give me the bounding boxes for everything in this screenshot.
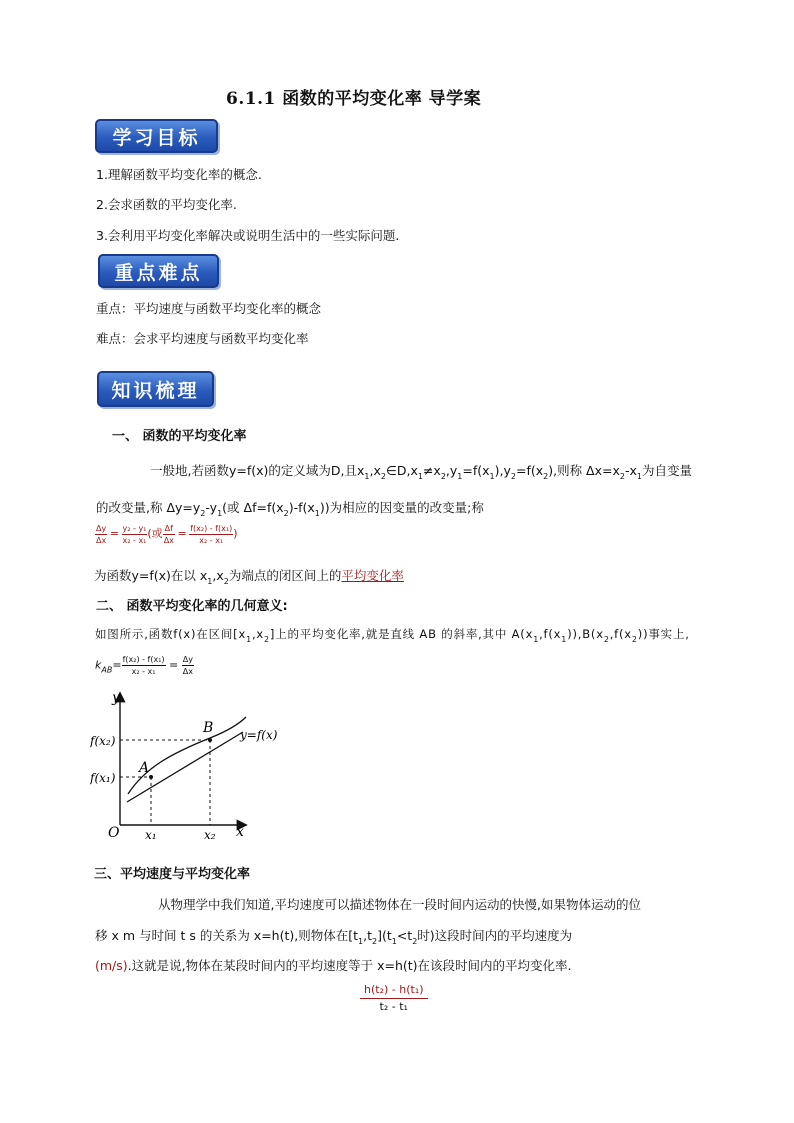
velocity-num: h(t₂) - h(t₁) — [360, 982, 428, 999]
s2-p-text: 如图所示,函数f(x)在区间[x — [95, 627, 247, 641]
frac-dx: Δx — [96, 536, 107, 545]
s1-p3-mid: 为端点的闭区间上的 — [228, 568, 342, 583]
label-fx2: f(x₂) — [90, 734, 116, 748]
label-b: B — [203, 720, 214, 736]
function-curve — [128, 717, 246, 794]
frac-den2: x₂ - x₁ — [199, 536, 224, 545]
k-sub: AB — [101, 665, 113, 675]
average-rate-link: 平均变化率 — [341, 568, 404, 583]
section-1-para-3: 为函数y=f(x)在以 $x_1,x_2$为端点的闭区间上的平均变化率 — [94, 568, 404, 586]
objective-3: 3.会利用平均变化率解决或说明生活中的一些实际问题. — [96, 228, 400, 243]
section-1-heading: 一、 函数的平均变化率 — [112, 429, 247, 444]
k-eq: = — [112, 658, 122, 672]
difficulty-text: 难点：会求平均速度与函数平均变化率 — [96, 331, 309, 346]
label-fx1: f(x₁) — [90, 771, 116, 785]
k-dy: Δy — [182, 655, 193, 664]
s1-p1-text: 一般地,若函数y=f(x)的定义域为D,且x — [150, 463, 365, 478]
knowledge-banner: 知识梳理 — [97, 371, 214, 407]
focus-text: 重点：平均速度与函数平均变化率的概念 — [96, 301, 322, 316]
velocity-fraction — [360, 982, 428, 1015]
point-a — [149, 775, 153, 779]
s2-p-d: ))事实上, — [637, 627, 690, 641]
objective-1: 1.理解函数平均变化率的概念. — [96, 167, 262, 182]
s2-p-c: )),B(x — [567, 627, 604, 641]
k-den: x₂ - x₁ — [131, 667, 156, 676]
section-3-heading: 三、平均速度与平均变化率 — [94, 867, 251, 882]
k-num: f(x₂) - f(x₁) — [122, 655, 165, 664]
section-2-para: 如图所示,函数f(x)在区间$[x_1,x_2]$上的平均变化率,就是直线 AB 的斜率,其中 $A(x_1,f(x_1)),B(x_2,f(x_2))$事实上, — [95, 627, 690, 644]
frac-dx2: Δx — [163, 536, 174, 545]
k-dx: Δx — [182, 667, 193, 676]
x-axis-label: x — [236, 824, 244, 840]
frac-or: (或 — [147, 527, 163, 540]
velocity-unit: (m/s) — [95, 958, 128, 973]
s3-p2-end: 时)这段时间内的平均速度为 — [417, 928, 573, 943]
average-rate-graph — [90, 686, 290, 846]
section-3-para-1: 从物理学中我们知道,平均速度可以描述物体在一段时间内运动的快慢,如果物体运动的位 — [158, 897, 641, 912]
s1-p2-end: ))为相应的因变量的改变量;称 — [319, 500, 484, 515]
page-title: 6.1.1 函数的平均变化率 导学案 — [226, 89, 482, 109]
frac-num: y₂ - y₁ — [122, 524, 147, 533]
frac-num2: f(x₂) - f(x₁) — [190, 524, 233, 533]
s3-p2-text: 移 x m 与时间 t s 的关系为 x=h(t),则物体在[t — [95, 928, 359, 943]
section-1-para-2: 的改变量,称 $\Delta y=y_2-y_1$(或 $\Delta f=f(x_2)-f(x_1)$)为相应的因变量的改变量;称 — [96, 500, 484, 518]
curve-label: y=f(x) — [240, 728, 278, 742]
section-3-para-2: 移 x m 与时间 t s 的关系为 x=h(t),则物体在$[t_1,t_2](t_1<t_2$时)这段时间内的平均速度为 — [95, 928, 573, 946]
label-a: A — [139, 760, 150, 776]
k-label: k — [95, 658, 102, 672]
objective-2: 2.会求函数的平均变化率. — [96, 197, 237, 212]
section-2-heading: 二、 函数平均变化率的几何意义: — [96, 599, 288, 614]
s2-p-b: ]上的平均变化率,就是直线 AB 的斜率,其中 A(x — [269, 627, 534, 641]
y-axis-label: y — [112, 690, 120, 706]
velocity-den: t₂ - t₁ — [379, 1000, 408, 1013]
frac-den: x₂ - x₁ — [122, 536, 147, 545]
section-3-para-3 — [95, 956, 572, 974]
s1-p1-end: 为自变量 — [642, 463, 693, 478]
s1-p3-text: 为函数y=f(x)在以 x — [94, 568, 208, 583]
k-eq2: = — [169, 658, 179, 672]
origin-label: O — [108, 825, 120, 841]
frac-df: Δf — [164, 524, 173, 533]
key-points-banner: 重点难点 — [98, 254, 219, 288]
slope-formula — [95, 654, 194, 677]
section-1-para-1: 一般地,若函数y=f(x)的定义域为D,且$x_1,x_2\in D,x_1\ne x_2,y_1=f(x_1),y_2=f(x_2)$,则称 $\Delta x=x_2-x_1$为自变量 — [150, 463, 693, 481]
label-x1: x₁ — [145, 828, 157, 842]
frac-dy: Δy — [96, 524, 107, 533]
s1-p2-text: 的改变量,称 Δy=y — [96, 500, 201, 515]
frac-close: ) — [233, 527, 238, 540]
label-x2: x₂ — [204, 828, 216, 842]
objectives-banner: 学习目标 — [95, 119, 218, 153]
s3-p3-text: .这就是说,物体在某段时间内的平均速度等于 x=h(t)在该段时间内的平均变化率. — [127, 958, 572, 973]
point-b — [208, 738, 212, 742]
section-1-formula: $\frac{\Delta y}{\Delta x}$ = $\frac{\text{y₂ - y₁}}{\text{x₂ - x₁}}$ (或 $\frac{\Delta f}{\Delta x}$ = $\frac{\text{f(x₂) - f(x₁)}}{\text{x₂ - x₁}}$ ) — [96, 524, 238, 545]
